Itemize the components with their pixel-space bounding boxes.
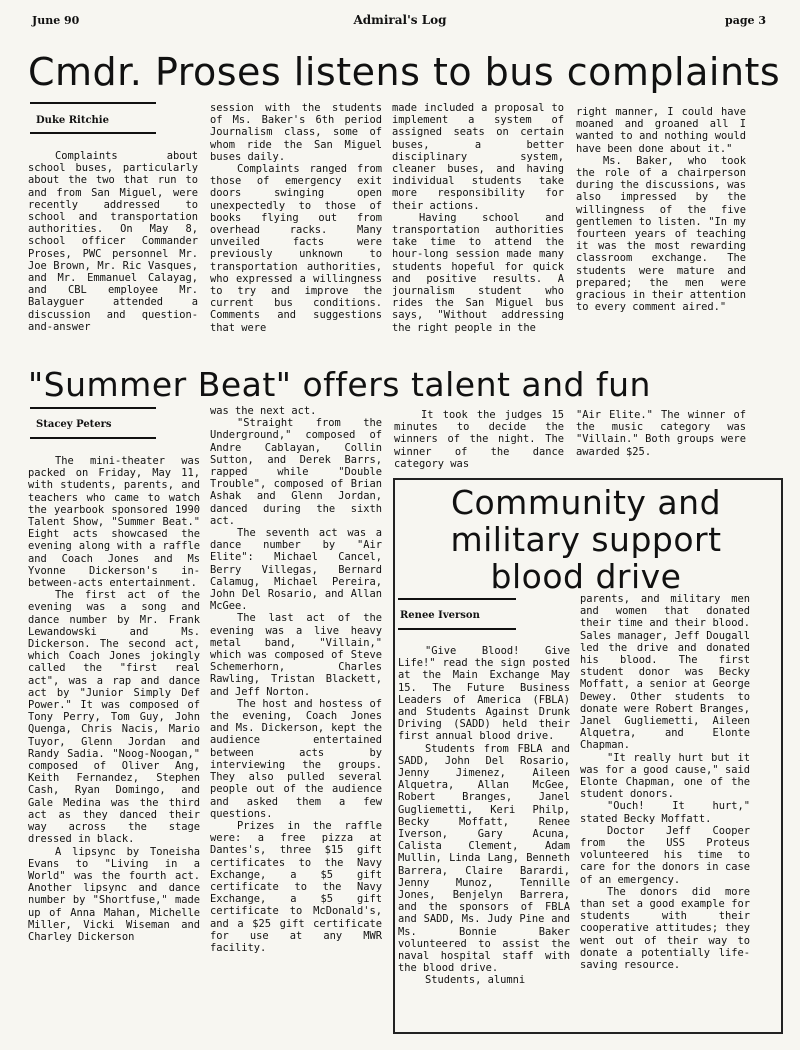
issue-date: June 90 — [32, 14, 80, 27]
paragraph: "Straight from the Underground," composed of Andre Cablayan, Collin Sutton, and Derek Barrs, rapped while "Double Trouble", composed of Brian Ashak and Glenn Jordan, danced during the sixth act. — [210, 417, 382, 527]
paragraph: The donors did more than set a good example for students with their cooperative attitudes; they went out of their way to donate a potentially life-saving resource. — [580, 885, 750, 972]
page-number: page 3 — [725, 14, 766, 27]
paragraph: Students, alumni — [425, 974, 526, 987]
article-column — [576, 409, 746, 458]
paragraph: "It really hurt but it was for a good cause," said Elonte Chapman, one of the student donors. — [580, 751, 750, 801]
paragraph: The first act of the evening was a song and dance number by Mr. Frank Lewandowski and Ms. Dickerson. The second act, which Coach Jones jokingly called the "first real act", was a rap and dance act by "Junior Simply Def Power." It was composed of Tony Perry, Tom Guy, John Quenga, Chris Nacis, Mario Tuyor, Glenn Jordan and Randy Sadia. "Noog-Noogan," composed of Oliver Ang, Keith Fernandez, Stephen Cash, Ryan Domingo, and Gale Medina was the third act as they danced their way across the stage dressed in black. — [28, 589, 200, 846]
paragraph: Ms. Baker, who took the role of a chairperson during the discussions, was also impressed by the willingness of the five gentlemen to listen. "In my fourteen years of teaching it was the most rewarding classroom exchange. The students were mature and prepared; the men were gracious in their attention to every comment aired." — [576, 154, 746, 314]
headline-line: military support — [450, 520, 722, 559]
byline: Stacey Peters — [36, 419, 112, 430]
paragraph: A lipsync by Toneisha Evans to "Living in a World" was the fourth act. Another lipsync and dance number by "Shortfuse," made up of Anna Mahan, Michelle Miller, Vicki Wiseman and Charley Dickerson — [28, 845, 200, 943]
article-headline: "Summer Beat" offers talent and fun — [28, 365, 651, 404]
paragraph: Prizes in the raffle were: a free pizza at Dantes's, three $15 gift certificates to the Navy Exchange, a $5 gift certificate to the Navy Exchange, a $5 gift certificate to McDonald's, and a $25 gift certificate for use at any MWR facility. — [210, 819, 382, 954]
paragraph: Doctor Jeff Cooper from the USS Proteus volunteered his time to care for the donors in case of an emergency. — [580, 824, 750, 886]
headline-line: blood drive — [490, 557, 682, 596]
byline-rule — [30, 102, 156, 104]
article-column — [210, 405, 382, 954]
paragraph: made included a proposal to implement a system of assigned seats on certain buses, a better disciplinary system, cleaner buses, and having individual students take more responsibility for their actions. — [392, 102, 564, 212]
headline-line: Community and — [450, 483, 722, 522]
paragraph: Having school and transportation authorities take time to attend the hour-long session made many students hopeful for quick and positive results. A journalism student who rides the San Miguel bus says, "Without addressing the right people in the — [392, 211, 564, 334]
paragraph: was the next act. — [210, 405, 317, 417]
byline: Renee Iverson — [400, 610, 480, 621]
paragraph: Complaints ranged from those of emergency exit doors swinging open unexpectedly to those of books flying out from overhead racks. Many unveiled facts were previously unknown to transportation authorities, who expressed a willingness to try and improve the current bus conditions. Comments and suggestions that were — [210, 163, 382, 334]
byline-rule — [398, 598, 516, 600]
paragraph: The host and hostess of the evening, Coach Jones and Ms. Dickerson, kept the audience entertained between acts by interviewing the groups. They also pulled several people out of the audience and asked them a few questions. — [210, 697, 382, 820]
paragraph: session with the students of Ms. Baker's 6th period Journalism class, some of whom ride the San Miguel buses daily. — [210, 102, 382, 163]
article-column — [576, 106, 746, 313]
paragraph: The seventh act was a dance number by "Air Elite": Michael Cancel, Berry Villegas, Bernard Calamug, Michael Pereira, John Del Rosario, and Allan McGee. — [210, 527, 382, 613]
article-column — [580, 593, 750, 971]
paragraph: "Air Elite." The winner of the music category was "Villain." Both groups were awarded $25. — [576, 409, 746, 458]
article-column — [28, 455, 200, 943]
paragraph: The last act of the evening was a live heavy metal band, "Villain," which was composed of Steve Schemerhorn, Charles Rawling, Tristan Blackett, and Jeff Norton. — [210, 612, 382, 698]
paragraph: It took the judges 15 minutes to decide the winners of the night. The winner of the dance category was — [394, 409, 564, 470]
article-headline: Cmdr. Proses listens to bus complaints — [28, 50, 781, 94]
paragraph: Complaints about school buses, particularly about the two that run to and from San Miguel, were recently addressed to school and transportation authorities. On May 8, school officer Commander Proses, PWC personnel Mr. Joe Brown, Mr. Ric Vasques, and Mr. Emmanuel Calayag, and CBL employee Mr. Balayguer attended a discussion and question-and-answer — [28, 150, 198, 333]
byline-rule — [30, 132, 156, 134]
article-column — [392, 102, 564, 334]
byline: Duke Ritchie — [36, 115, 109, 126]
paragraph: The mini-theater was packed on Friday, May 11, with students, parents, and teachers who came to watch the yearbook sponsored 1990 Talent Show, "Summer Beat." Eight acts showcased the evening along with a raffle and Coach Jones and Ms Yvonne Dickerson's in-between-acts entertainment. — [28, 455, 200, 590]
byline-rule — [30, 407, 156, 409]
paragraph: Students from FBLA and SADD, John Del Rosario, Jenny Jimenez, Aileen Alquetra, Allan McGee, Robert Branges, Janel Gugliemetti, Keri Philp, Becky Moffatt, Renee Iverson, Gary Acuna, Calista Clement, Adam Mullin, Linda Lang, Benneth Barrera, Claire Barardi, Jenny Munoz, Tennille Jones, Benjelyn Barrera, and the sponsors of FBLA and SADD, Ms. Judy Pine and Ms. Bonnie Baker volunteered to assist the naval hospital staff with the blood drive. — [398, 742, 570, 975]
boxed-article-headline — [393, 484, 779, 595]
article-column — [28, 150, 198, 333]
article-column — [210, 102, 382, 334]
byline-rule — [398, 628, 516, 630]
paragraph: "Ouch! It hurt," stated Becky Moffatt. — [580, 800, 750, 825]
publication-title: Admiral's Log — [353, 13, 447, 27]
article-column — [394, 409, 564, 470]
byline-rule — [30, 437, 156, 439]
paragraph: right manner, I could have moaned and groaned all I wanted to and nothing would have been done about it." — [576, 106, 746, 155]
article-column — [398, 645, 570, 987]
paragraph: "Give Blood! Give Life!" read the sign posted at the Main Exchange May 15. The Future Business Leaders of America (FBLA) and Students Against Drunk Driving (SADD) held their first annual blood drive. — [398, 645, 570, 743]
paragraph: parents, and military men and women that donated their time and their blood. Sales manager, Jeff Dougall led the drive and donated his blood. The first student donor was Becky Moffatt, a senior at George Dewey. Other students to donate were Robert Branges, Janel Gugliemetti, Aileen Alquetra, and Elonte Chapman. — [580, 593, 750, 752]
